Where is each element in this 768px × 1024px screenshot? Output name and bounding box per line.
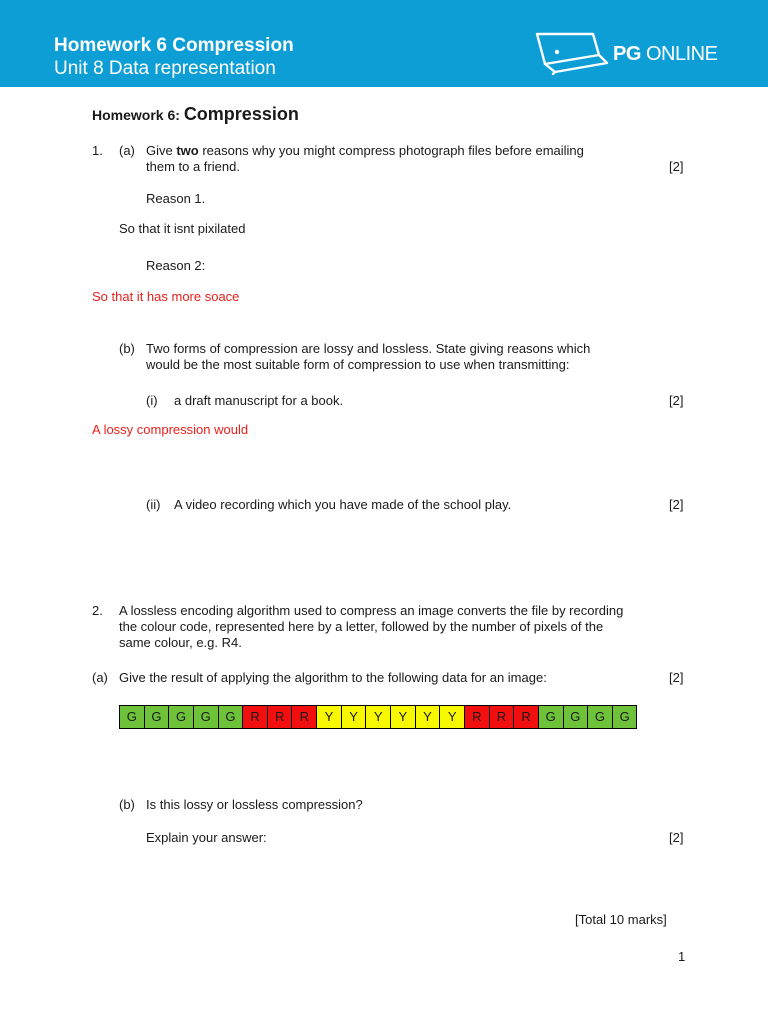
pixel-cell: R: [514, 706, 539, 729]
q1b-ii-label: (ii): [146, 497, 161, 512]
q1b-ii-question: A video recording which you have made of the school play.: [174, 497, 512, 512]
q2a-marks: [2]: [669, 670, 684, 685]
logo-wordmark: PG ONLINE: [613, 43, 718, 65]
header-subtitle: Unit 8 Data representation: [54, 58, 276, 79]
pixel-cell: R: [292, 706, 317, 729]
total-marks: [Total 10 marks]: [575, 912, 667, 927]
q1a-question-line2: them to a friend.: [146, 159, 240, 174]
q1-number: 1.: [92, 143, 103, 158]
pixel-cell: Y: [416, 706, 441, 729]
q2-intro-line1: A lossless encoding algorithm used to compress an image converts the file by recording: [119, 603, 624, 618]
reason2-label: Reason 2:: [146, 258, 206, 273]
q1a-question-line1: Give two reasons why you might compress photograph files before emailing: [146, 143, 584, 158]
q2b-label: (b): [119, 797, 135, 812]
pixel-data-row: [119, 705, 637, 729]
pixel-cell: G: [145, 706, 170, 729]
q1b-label: (b): [119, 341, 135, 356]
page-number: 1: [678, 949, 686, 964]
pixel-cell: Y: [366, 706, 391, 729]
header-title: Homework 6 Compression: [54, 35, 294, 56]
pixel-cell: Y: [391, 706, 416, 729]
pixel-cell: R: [490, 706, 515, 729]
reason2-answer: So that it has more soace: [92, 289, 240, 304]
q1b-ii-marks: [2]: [669, 497, 684, 512]
q2b-marks: [2]: [669, 830, 684, 845]
pixel-cell: R: [268, 706, 293, 729]
q1a-marks: [2]: [669, 159, 684, 174]
q1b-question-line2: would be the most suitable form of compression to use when transmitting:: [146, 357, 570, 372]
page-header: [0, 0, 768, 87]
pixel-cell: G: [588, 706, 613, 729]
pixel-cell: G: [194, 706, 219, 729]
pixel-cell: Y: [342, 706, 367, 729]
q2-intro-line2: the colour code, represented here by a letter, followed by the number of pixels of the: [119, 619, 604, 634]
pixel-cell: G: [539, 706, 564, 729]
q2b-question: Is this lossy or lossless compression?: [146, 797, 363, 812]
q2b-explain-label: Explain your answer:: [146, 830, 267, 845]
page-title: Homework 6: Compression: [92, 104, 299, 124]
q1b-i-answer: A lossy compression would: [92, 422, 249, 437]
reason1-label: Reason 1.: [146, 191, 206, 206]
q1b-question-line1: Two forms of compression are lossy and lossless. State giving reasons which: [146, 341, 591, 356]
pixel-cell: Y: [317, 706, 342, 729]
q2-number: 2.: [92, 603, 103, 618]
q2a-label: (a): [92, 670, 108, 685]
laptop-logo-icon: [533, 31, 609, 75]
pixel-cell: G: [219, 706, 244, 729]
q1b-i-marks: [2]: [669, 393, 684, 408]
q1a-label: (a): [119, 143, 135, 158]
pixel-cell: G: [120, 706, 145, 729]
pixel-cell: G: [564, 706, 589, 729]
pixel-cell: Y: [440, 706, 465, 729]
q1b-i-label: (i): [146, 393, 158, 408]
pixel-cell: G: [169, 706, 194, 729]
pixel-cell: R: [243, 706, 268, 729]
q2-intro-line3: same colour, e.g. R4.: [119, 635, 242, 650]
reason1-answer: So that it isnt pixilated: [119, 221, 246, 236]
pixel-cell: R: [465, 706, 490, 729]
q2a-question: Give the result of applying the algorithm to the following data for an image:: [119, 670, 547, 685]
q1b-i-question: a draft manuscript for a book.: [174, 393, 344, 408]
pixel-cell: G: [613, 706, 638, 729]
